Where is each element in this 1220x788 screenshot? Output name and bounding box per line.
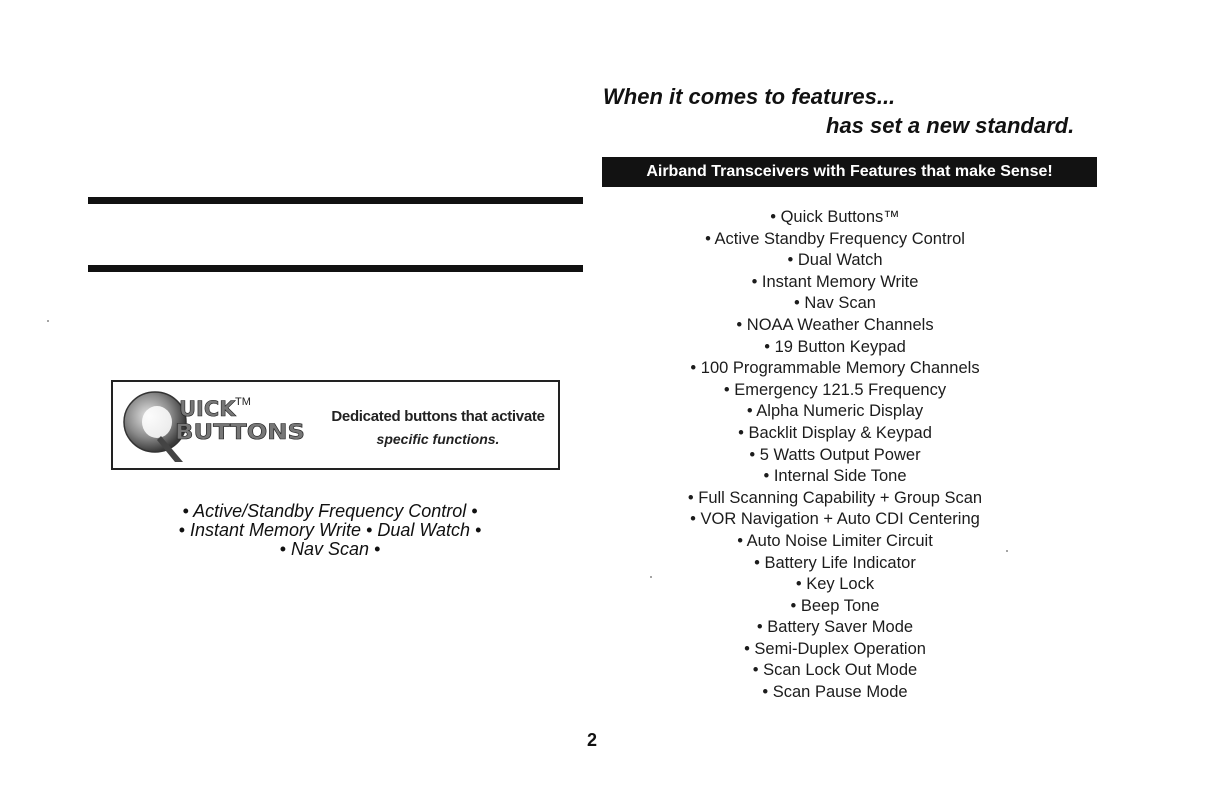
feature-item: • Semi-Duplex Operation — [744, 639, 926, 658]
bottom-rule — [88, 265, 583, 272]
quick-buttons-description-line2: specific functions. — [376, 431, 500, 447]
left-feature-line: • Instant Memory Write • Dual Watch • — [178, 520, 482, 540]
heading-line-1: When it comes to features... — [603, 84, 896, 109]
heading-line-2: has set a new standard. — [826, 113, 1075, 138]
left-feature-line: • Nav Scan • — [279, 539, 381, 559]
feature-item: • Instant Memory Write — [751, 272, 919, 291]
left-feature-line: • Active/Standby Frequency Control • — [182, 501, 478, 521]
left-feature-summary — [100, 502, 560, 559]
feature-item: • VOR Navigation + Auto CDI Centering — [690, 510, 980, 529]
scan-speck — [1006, 550, 1008, 552]
feature-item: • Scan Pause Mode — [762, 683, 908, 702]
feature-item: • Battery Life Indicator — [754, 553, 916, 572]
feature-item: • Auto Noise Limiter Circuit — [737, 531, 933, 550]
feature-item: • Dual Watch — [787, 251, 883, 270]
quick-buttons-description-line1: Dedicated buttons that activate — [331, 408, 545, 425]
scan-speck — [47, 320, 49, 322]
feature-item: • Battery Saver Mode — [756, 618, 914, 637]
feature-item: • Emergency 121.5 Frequency — [723, 380, 947, 399]
feature-item: • Alpha Numeric Display — [746, 402, 924, 421]
quick-buttons-description — [323, 406, 553, 450]
quick-buttons-wordmark-line2: BUTTONS — [175, 420, 305, 444]
feature-item: • Active Standby Frequency Control — [705, 229, 965, 248]
feature-item: • NOAA Weather Channels — [736, 315, 934, 334]
quick-buttons-wordmark-line1: UICK — [179, 397, 236, 421]
feature-item: • Internal Side Tone — [763, 467, 907, 486]
quick-buttons-box — [111, 380, 560, 470]
features-banner: Airband Transceivers with Features that make Sense! — [602, 157, 1097, 187]
page-number: 2 — [587, 730, 598, 750]
feature-item: • Nav Scan — [794, 294, 876, 313]
feature-list — [630, 207, 1040, 704]
feature-item: • 19 Button Keypad — [764, 337, 906, 356]
feature-item: • Full Scanning Capability + Group Scan — [687, 488, 983, 507]
feature-item: • 5 Watts Output Power — [749, 445, 921, 464]
top-rule — [88, 197, 583, 204]
trademark-mark: TM — [235, 396, 251, 408]
feature-item: • Quick Buttons™ — [770, 208, 900, 226]
feature-item: • Key Lock — [795, 575, 875, 594]
feature-item: • Beep Tone — [790, 596, 880, 615]
scan-speck — [650, 576, 652, 578]
feature-item: • Backlit Display & Keypad — [738, 423, 932, 442]
feature-item: • Scan Lock Out Mode — [752, 661, 918, 680]
feature-item: • 100 Programmable Memory Channels — [690, 359, 980, 378]
quick-buttons-logo — [121, 388, 321, 464]
